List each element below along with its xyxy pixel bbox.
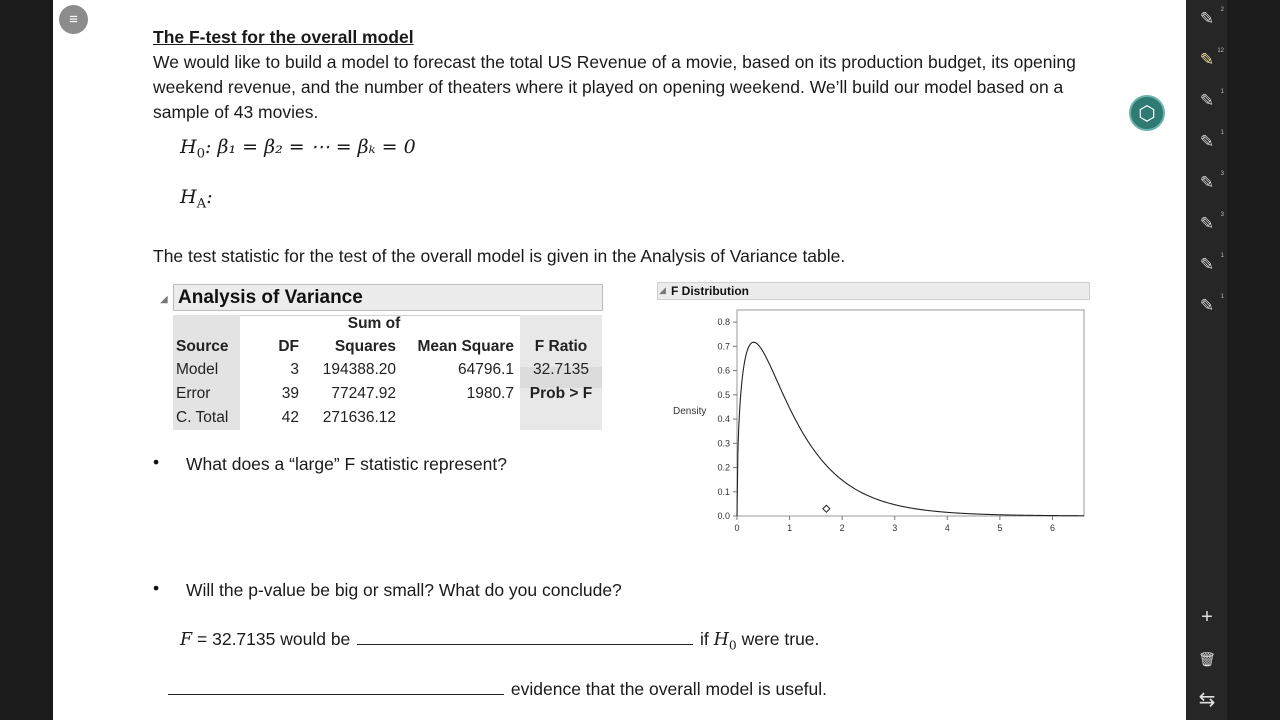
highlighter-icon[interactable]: ✎ 12 bbox=[1196, 49, 1218, 71]
null-hypothesis bbox=[180, 135, 416, 167]
pen-count-badge: 3 bbox=[1220, 212, 1224, 218]
y-tick-label: 0.0 bbox=[717, 511, 730, 521]
evidence-sentence bbox=[166, 677, 827, 702]
collapse-triangle-icon[interactable]: ◢ bbox=[659, 285, 666, 295]
f-value-text: 32.7135 would be bbox=[212, 629, 351, 649]
h0-symbol-inline bbox=[713, 630, 737, 653]
pen-count-badge: 3 bbox=[1220, 171, 1224, 177]
pen-icon[interactable]: ✎ 2 bbox=[1196, 8, 1218, 30]
x-tick-label: 6 bbox=[1049, 523, 1055, 533]
pen-count-badge: 1 bbox=[1220, 130, 1224, 136]
f-value-sentence bbox=[180, 627, 819, 658]
pen-count-badge: 1 bbox=[1220, 253, 1224, 259]
intro-paragraph: We would like to build a model to forecast the total US Revenue of a movie, based on its production budget, its opening weekend revenue, and the number of theaters where it played on opening weekend. We’ll build our model based on a sample of 43 movies. bbox=[153, 52, 1076, 122]
pen-toolbar bbox=[1186, 0, 1227, 720]
y-tick-label: 0.5 bbox=[717, 389, 730, 400]
anova-table bbox=[160, 284, 610, 434]
collapse-triangle-icon[interactable]: ◢ bbox=[160, 294, 168, 305]
header-mean-square: Mean Square bbox=[417, 338, 514, 355]
y-tick-label: 0.6 bbox=[717, 365, 730, 376]
pen-icon[interactable]: ✎ 1 bbox=[1196, 254, 1218, 276]
x-tick-label: 4 bbox=[944, 523, 950, 533]
alternative-hypothesis bbox=[180, 185, 213, 217]
swap-icon[interactable]: ⇆ bbox=[1198, 689, 1216, 711]
header-ss-bottom: Squares bbox=[334, 338, 396, 355]
y-tick-label: 0.2 bbox=[717, 462, 730, 473]
pen-count-badge: 1 bbox=[1220, 294, 1224, 300]
bullet-1: • bbox=[153, 452, 160, 472]
header-f-ratio: F Ratio bbox=[534, 338, 588, 355]
question-p-value: Will the p-value be big or small? What do you conclude? bbox=[186, 580, 622, 600]
row-error-df: 39 bbox=[281, 385, 299, 402]
y-tick-label: 0.7 bbox=[717, 341, 730, 352]
y-tick-label: 0.1 bbox=[717, 486, 730, 497]
pen-count-badge: 2 bbox=[1220, 7, 1224, 13]
pen-icon[interactable]: ✎ 1 bbox=[1196, 295, 1218, 317]
navigation-hexagon-icon[interactable]: ⬡ bbox=[1129, 95, 1165, 131]
header-source: Source bbox=[176, 338, 229, 355]
ha-colon: : bbox=[206, 186, 213, 208]
x-tick-label: 3 bbox=[892, 523, 898, 533]
evidence-text: evidence that the overall model is useful. bbox=[510, 679, 828, 699]
x-tick-label: 5 bbox=[997, 523, 1003, 533]
question-large-f: What does a “large” F statistic represent? bbox=[186, 454, 507, 474]
h-letter: H bbox=[713, 630, 729, 650]
row-error-ss: 77247.92 bbox=[331, 385, 396, 402]
row-model-source: Model bbox=[176, 361, 219, 378]
plot-frame bbox=[737, 310, 1084, 516]
y-axis-label: Density bbox=[673, 406, 707, 417]
f-distribution-panel bbox=[657, 282, 1092, 542]
y-tick-label: 0.4 bbox=[717, 414, 730, 425]
header-df: DF bbox=[278, 338, 299, 355]
pen-count-badge: 1 bbox=[1220, 89, 1224, 95]
row-total-df: 42 bbox=[281, 409, 299, 426]
row-model-ms: 64796.1 bbox=[457, 361, 514, 378]
answer-blank-1[interactable] bbox=[357, 628, 693, 645]
x-tick-label: 0 bbox=[734, 523, 740, 533]
pen-icon[interactable]: ✎ 3 bbox=[1196, 172, 1218, 194]
pen-icon[interactable]: ✎ 1 bbox=[1196, 131, 1218, 153]
row-prob-label: Prob > F bbox=[529, 385, 593, 402]
h0-symbol: H bbox=[180, 136, 197, 158]
test-statistic-sentence: The test statistic for the test of the overall model is given in the Analysis of Variance table. bbox=[153, 246, 846, 266]
answer-blank-2[interactable] bbox=[168, 678, 504, 695]
h-subscript: 0 bbox=[728, 638, 737, 653]
delete-icon[interactable]: 🗑 bbox=[1198, 651, 1216, 667]
ha-subscript: A bbox=[196, 196, 207, 212]
y-tick-label: 0.3 bbox=[717, 438, 730, 449]
f-if: if bbox=[700, 629, 709, 649]
row-error-ms: 1980.7 bbox=[466, 385, 514, 402]
row-model-df: 3 bbox=[290, 361, 299, 378]
x-tick-label: 1 bbox=[787, 523, 793, 533]
h0-expression: : β₁ = β₂ = ⋯ = βₖ = 0 bbox=[205, 136, 416, 158]
pen-count-badge: 12 bbox=[1217, 48, 1224, 54]
row-model-f: 32.7135 bbox=[532, 361, 590, 378]
pen-icon[interactable]: ✎ 3 bbox=[1196, 213, 1218, 235]
row-total-ss: 271636.12 bbox=[322, 409, 396, 426]
add-icon[interactable]: + bbox=[1201, 606, 1213, 628]
row-model-ss: 194388.20 bbox=[322, 361, 396, 378]
pen-icon[interactable]: ✎ 1 bbox=[1196, 90, 1218, 112]
f-equals: = bbox=[192, 629, 213, 649]
row-total-source: C. Total bbox=[176, 409, 229, 426]
f-symbol: F bbox=[180, 630, 193, 650]
row-error-source: Error bbox=[176, 385, 211, 402]
f-distribution-title: F Distribution bbox=[657, 282, 1090, 300]
section-title: The F-test for the overall model bbox=[153, 27, 414, 47]
x-tick-label: 2 bbox=[839, 523, 845, 533]
bullet-2: • bbox=[153, 578, 160, 598]
f-distribution-chart bbox=[657, 302, 1092, 557]
h0-subscript: 0 bbox=[196, 146, 206, 162]
f-were-true: were true. bbox=[741, 629, 820, 649]
menu-icon[interactable]: ≡ bbox=[59, 5, 88, 34]
header-ss-top: Sum of bbox=[347, 315, 401, 332]
anova-title: Analysis of Variance bbox=[173, 284, 603, 311]
y-tick-label: 0.8 bbox=[717, 317, 730, 328]
ha-symbol: H bbox=[180, 186, 197, 208]
